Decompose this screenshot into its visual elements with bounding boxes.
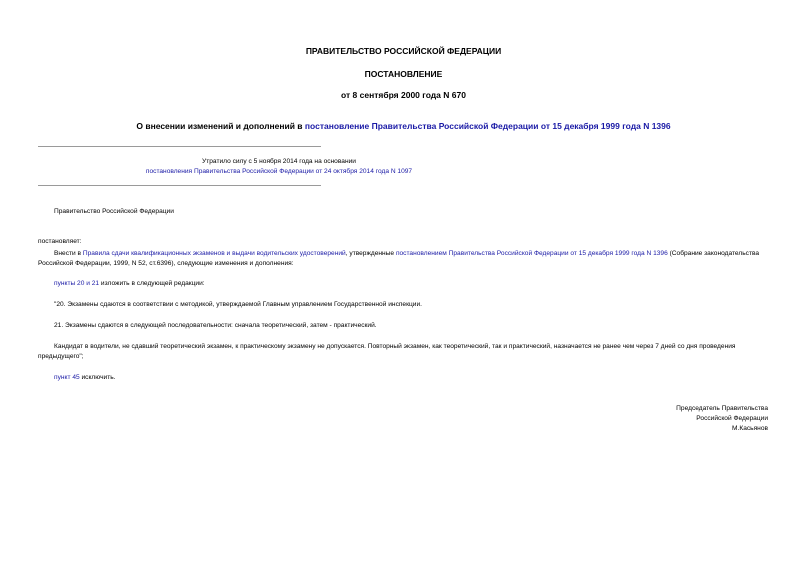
item-45-link[interactable]: пункт 45 xyxy=(54,374,80,381)
status-bottom-rule xyxy=(38,185,321,186)
issuer-heading: ПРАВИТЕЛЬСТВО РОССИЙСКОЙ ФЕДЕРАЦИИ xyxy=(305,46,502,56)
document-title xyxy=(0,121,807,131)
document-type-heading: ПОСТАНОВЛЕНИЕ xyxy=(364,69,443,79)
paragraph-items-20-21: пункты 20 и 21 изложить в следующей редакции: xyxy=(54,280,205,287)
rules-link[interactable]: Правила сдачи квалификационных экзаменов и выдачи водительских удостоверений xyxy=(82,250,346,257)
paragraph-item-20: "20. Экзамены сдаются в соответствии с методикой, утверждаемой Главным управлением Государственной инспекции. xyxy=(54,301,422,308)
status-top-rule xyxy=(38,146,321,147)
signature-name: М.Касьянов xyxy=(732,425,768,432)
resolution-1396-link[interactable]: постановлением Правительства Российской Федерации от 15 декабря 1999 года N 1396 xyxy=(395,250,668,257)
title-prefix: О внесении изменений и дополнений в xyxy=(136,121,305,131)
status-line: Утратило силу с 5 ноября 2014 года на основании xyxy=(202,158,356,165)
resolves-line: постановляет: xyxy=(38,238,82,245)
paragraph-item-21: 21. Экзамены сдаются в следующей последовательности: сначала теоретический, затем - практический. xyxy=(54,322,377,329)
repealing-act-link[interactable]: постановления Правительства Российской Федерации от 24 октября 2014 года N 1097 xyxy=(145,168,413,175)
date-number-heading: от 8 сентября 2000 года N 670 xyxy=(341,90,466,100)
paragraph-item-45: пункт 45 исключить. xyxy=(54,374,116,381)
status-block xyxy=(38,157,520,177)
signature-country: Российской Федерации xyxy=(696,415,768,422)
government-line: Правительство Российской Федерации xyxy=(54,208,174,215)
signature-position: Председатель Правительства xyxy=(676,405,768,412)
signature-block xyxy=(676,404,768,434)
items-20-21-link[interactable]: пункты 20 и 21 xyxy=(54,280,100,287)
paragraph-candidate: Кандидат в водители, не сдавший теоретический экзамен, к практическому экзамену не допускается. Повторный экзамен, как теоретический, так и практический, назначается не ранее чем через 7 дней со дня проведения предыдущего"; xyxy=(38,343,736,360)
amendment-paragraph: Внести в Правила сдачи квалификационных экзаменов и выдачи водительских удостоверений, утвержденные постановлением Правительства Российской Федерации от 15 декабря 1999 года N 1396 (Собрание законодательства Российской Федерации, 1999, N 52, ст.6396), следующие изменения и дополнения: xyxy=(38,250,760,267)
title-amended-act-link[interactable]: постановление Правительства Российской Федерации от 15 декабря 1999 года N 1396 xyxy=(304,121,671,131)
